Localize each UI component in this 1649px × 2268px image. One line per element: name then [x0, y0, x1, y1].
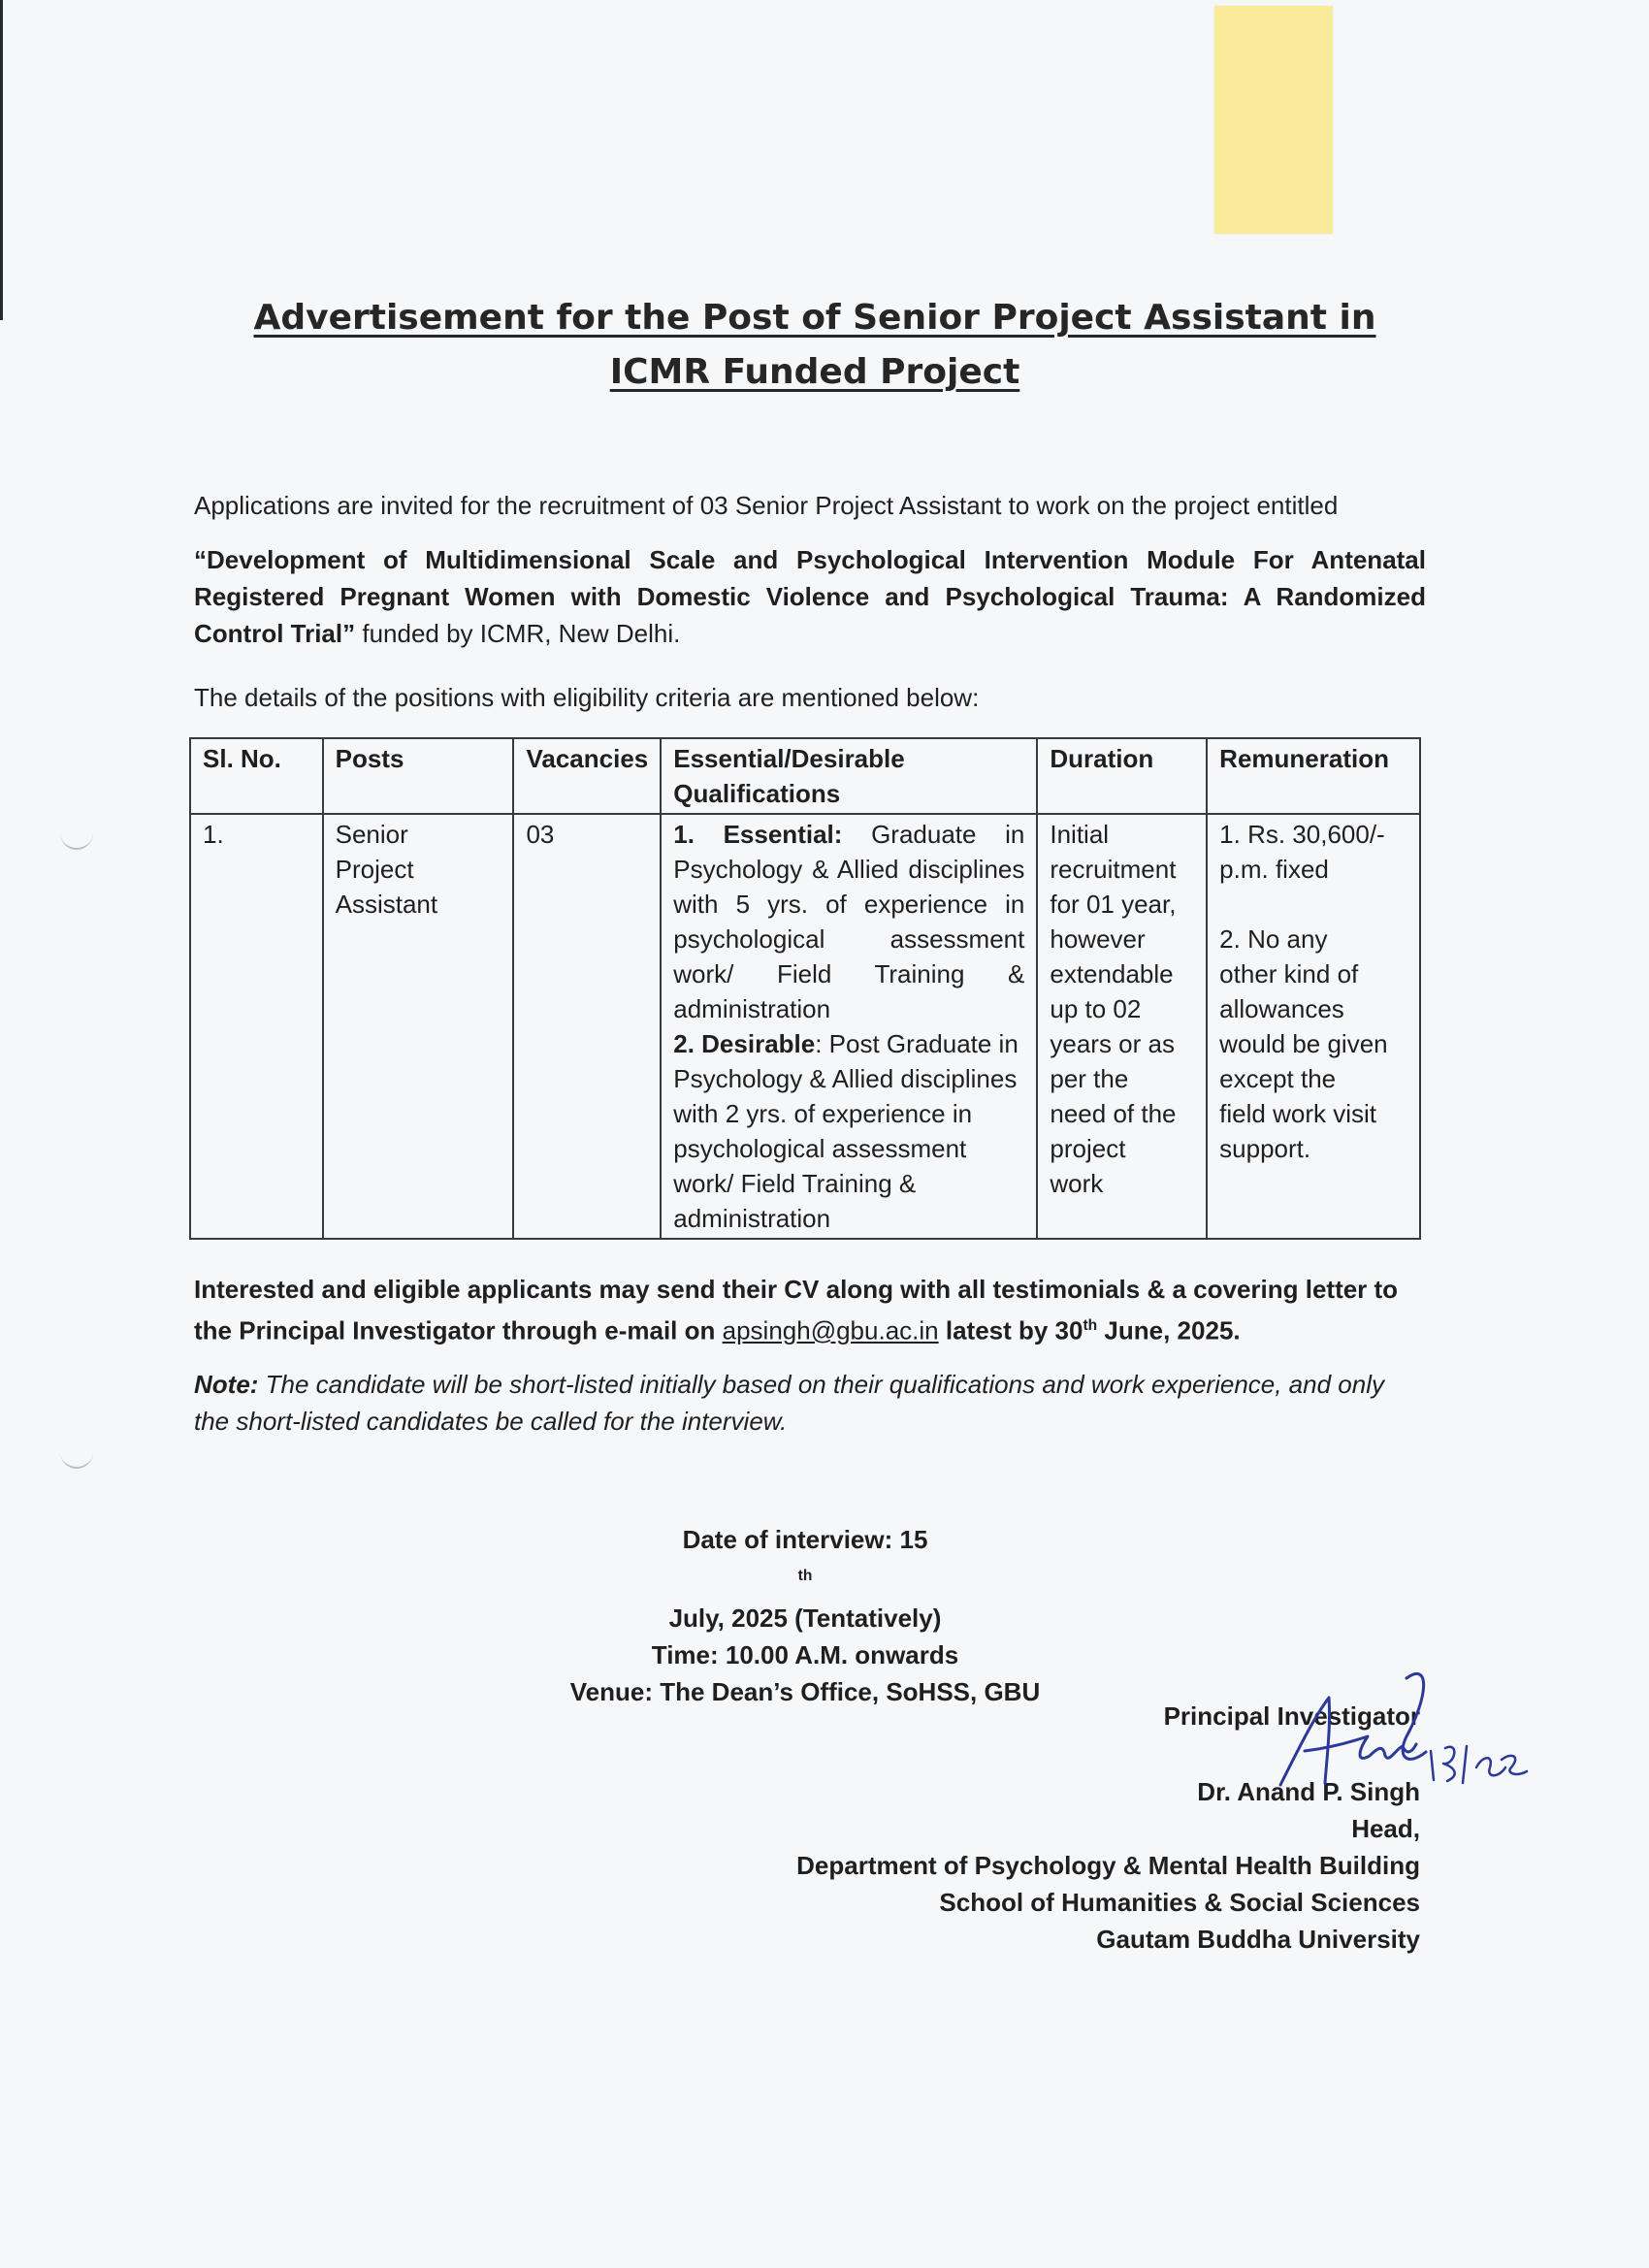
- scan-edge-line: [0, 0, 3, 320]
- remuneration-spacer: [1219, 887, 1407, 922]
- title-line-1: Advertisement for the Post of Senior Project Assistant in: [253, 298, 1376, 338]
- duration-line: extendable: [1050, 959, 1174, 988]
- sticky-note: [1214, 6, 1333, 234]
- signatory-school: School of Humanities & Social Sciences: [939, 1888, 1420, 1917]
- deadline-sup: th: [1083, 1317, 1098, 1334]
- header-posts: Posts: [323, 738, 514, 814]
- email-link[interactable]: apsingh@gbu.ac.in: [722, 1315, 939, 1345]
- post-line: Assistant: [335, 890, 438, 919]
- intro-paragraph: Applications are invited for the recruitment of 03 Senior Project Assistant to work on the project entitled: [194, 491, 1339, 520]
- interview-date-sup: th: [797, 1568, 813, 1584]
- note-paragraph: [194, 1366, 1426, 1440]
- punch-hole-mark: [60, 830, 93, 850]
- cell-sl-no: 1.: [190, 814, 323, 1239]
- header-remuneration: Remuneration: [1207, 738, 1420, 814]
- signatory-department: Department of Psychology & Mental Health Building: [796, 1851, 1420, 1880]
- desirable-text: : Post Graduate in Psychology & Allied disciplines with 2 yrs. of experience in psychological assessment work/ Field Training & administration: [673, 1029, 1018, 1233]
- header-duration: Duration: [1037, 738, 1207, 814]
- duration-line: years or as: [1050, 1029, 1175, 1058]
- duration-line: need of the: [1050, 1099, 1177, 1128]
- interview-date-prefix: Date of interview: 15: [682, 1525, 928, 1554]
- cell-vacancies: 03: [513, 814, 661, 1239]
- remuneration-line: 1. Rs. 30,600/-: [1219, 820, 1385, 849]
- duration-line: Initial: [1050, 820, 1110, 849]
- remuneration-line: allowances: [1219, 994, 1344, 1023]
- remuneration-line: field work visit: [1219, 1099, 1376, 1128]
- signatory-name: Dr. Anand P. Singh: [1197, 1777, 1420, 1806]
- cell-remuneration: [1207, 814, 1420, 1239]
- apply-deadline: latest by 30: [938, 1315, 1083, 1345]
- interview-date-suffix: July, 2025 (Tentatively): [668, 1603, 942, 1633]
- project-funding: funded by ICMR, New Delhi.: [355, 619, 681, 648]
- duration-line: per the: [1050, 1064, 1129, 1093]
- apply-deadline-tail: June, 2025.: [1097, 1315, 1241, 1345]
- duration-line: project: [1050, 1134, 1126, 1163]
- header-sl-no: Sl. No.: [190, 738, 323, 814]
- essential-label: 1. Essential:: [673, 820, 843, 849]
- project-title: “Development of Multidimensional Scale and Psychological Intervention Module For Antenatal Registered Pregnant Women with Domestic Violence and Psychological Trauma: A Randomized Control Trial”: [194, 545, 1426, 648]
- interview-details: [407, 1521, 1203, 1710]
- duration-line: work: [1050, 1169, 1104, 1198]
- signatory-role: Principal Investigator: [1163, 1701, 1420, 1731]
- interview-time: Time: 10.00 A.M. onwards: [651, 1639, 959, 1669]
- cell-qualifications: [661, 814, 1037, 1239]
- desirable-label: 2. Desirable: [673, 1029, 816, 1058]
- signatory-university: Gautam Buddha University: [1096, 1925, 1420, 1954]
- duration-line: up to 02: [1050, 994, 1142, 1023]
- remuneration-line: except the: [1219, 1064, 1337, 1093]
- remuneration-line: would be given: [1219, 1029, 1388, 1058]
- apply-text: Interested and eligible applicants may send their CV along with all testimonials & a covering letter to the Principal Investigator through e-mail on: [194, 1275, 1399, 1345]
- essential-qualification: [673, 817, 1024, 1026]
- application-instructions: [194, 1271, 1426, 1349]
- header-qualifications: Essential/Desirable Qualifications: [661, 738, 1037, 814]
- punch-hole-mark: [60, 1449, 93, 1469]
- details-intro: The details of the positions with eligibility criteria are mentioned below:: [194, 683, 980, 712]
- post-line: Senior: [335, 820, 408, 849]
- interview-venue: Venue: The Dean’s Office, SoHSS, GBU: [569, 1676, 1041, 1706]
- duration-line: recruitment: [1050, 855, 1177, 884]
- remuneration-line: support.: [1219, 1134, 1311, 1163]
- duration-line: for 01 year,: [1050, 890, 1177, 919]
- table-row: [190, 814, 1420, 1239]
- interview-date: [407, 1521, 1203, 1636]
- signatory-designation: Head,: [1351, 1814, 1420, 1843]
- cell-duration: [1037, 814, 1207, 1239]
- note-label: Note:: [194, 1370, 259, 1399]
- post-line: Project: [335, 855, 414, 884]
- handwritten-signature: [1261, 1659, 1533, 1814]
- remuneration-line: p.m. fixed: [1219, 855, 1329, 884]
- title-line-2: ICMR Funded Project: [609, 352, 1020, 392]
- desirable-qualification: [673, 1026, 1024, 1236]
- header-vacancies: Vacancies: [513, 738, 661, 814]
- positions-table: [189, 737, 1421, 1240]
- note-text: The candidate will be short-listed initially based on their qualifications and work experience, and only the short-listed candidates be called for the interview.: [194, 1370, 1384, 1436]
- table-header-row: [190, 738, 1420, 814]
- essential-text: Graduate in Psychology & Allied disciplines with 5 yrs. of experience in psychological assessment work/ Field Training & administration: [673, 820, 1025, 1023]
- remuneration-line: other kind of: [1219, 959, 1359, 988]
- duration-line: however: [1050, 924, 1146, 954]
- project-title-paragraph: [194, 541, 1426, 652]
- remuneration-line: 2. No any: [1219, 924, 1328, 954]
- cell-post: [323, 814, 514, 1239]
- page-title: [194, 291, 1436, 400]
